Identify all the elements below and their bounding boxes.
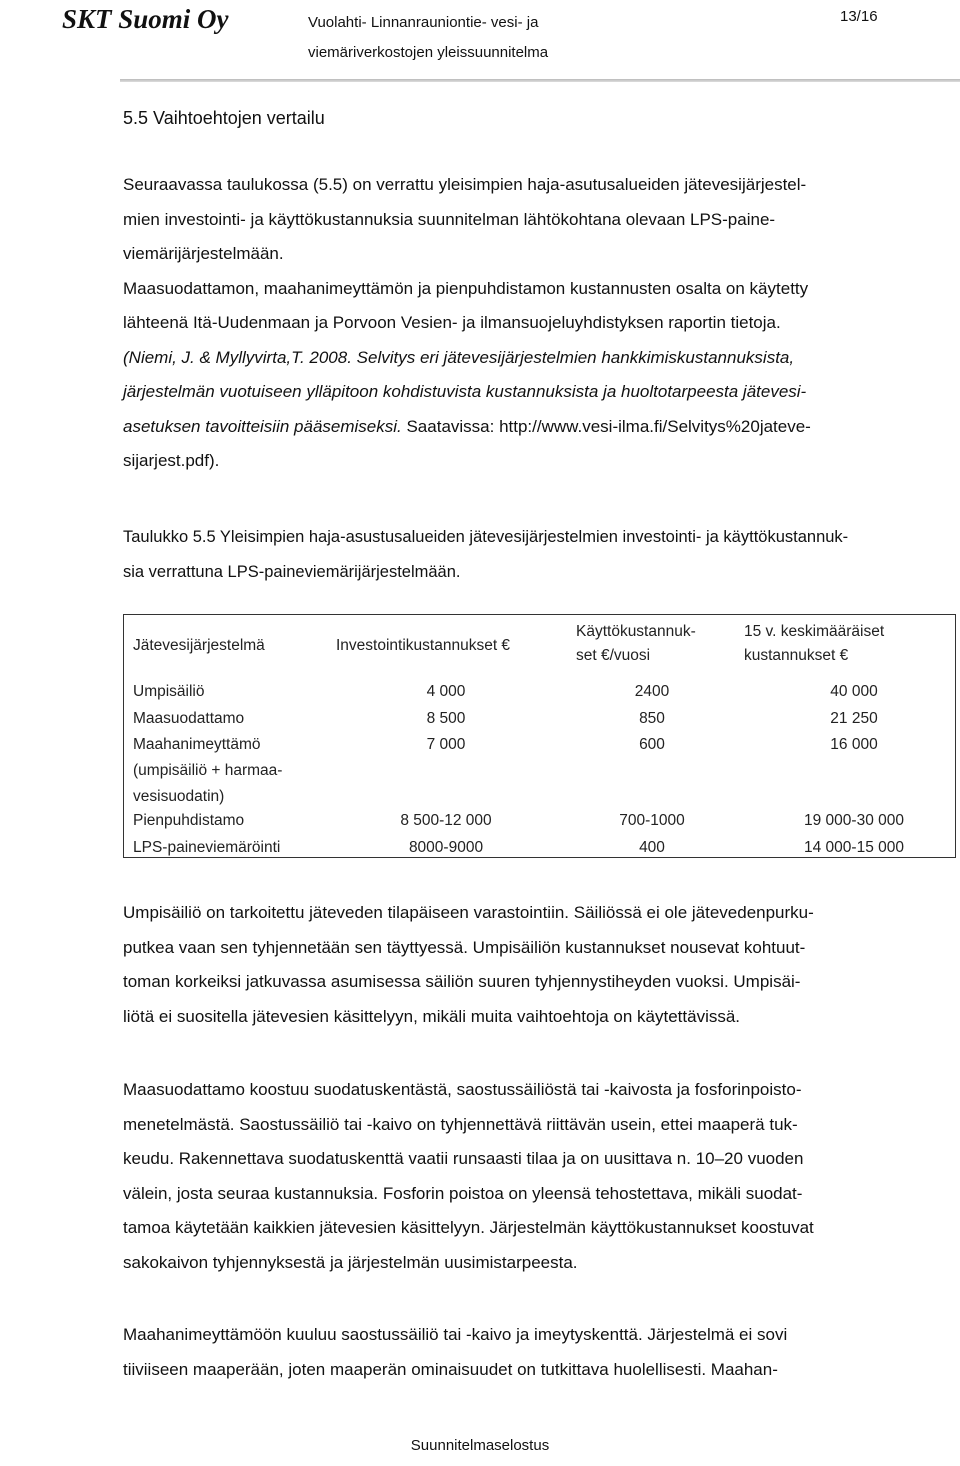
row-average: 14 000-15 000	[804, 839, 904, 856]
text-line: liötä ei suositella jätevesien käsittelyyn, mikäli muita vaihtoehtoja on käytettävissä.	[123, 1006, 741, 1026]
text-line: mien investointi- ja käyttökustannuksia suunnitelman lähtökohtana olevaan LPS-paine-	[123, 209, 776, 229]
text-line: sijarjest.pdf).	[123, 451, 220, 470]
text-line: Seuraavassa taulukossa (5.5) on verrattu yleisimpien haja-asutusalueiden jätevesijärjestel-	[123, 175, 807, 194]
company-name: SKT Suomi Oy	[62, 4, 229, 34]
maahanimeyttamo-paragraph	[123, 1318, 945, 1387]
row-operating: 700-1000	[619, 812, 685, 829]
citation-italic: (Niemi, J. & Myllyvirta,T. 2008. Selvitys eri jätevesijärjestelmien hankkimiskustannuksista,	[123, 347, 795, 367]
intro-paragraph	[123, 168, 945, 479]
text-line: putkea vaan sen tyhjennetään sen täyttyessä. Umpisäiliön kustannukset nousevat kohtuut-	[123, 937, 806, 957]
maasuodattamo-paragraph	[123, 1073, 945, 1280]
text-line: toman korkeiksi jatkuvassa asumisessa säiliön suuren tyhjennystiheyden vuoksi. Umpisäi-	[123, 972, 801, 991]
citation-url: Saatavissa: http://www.vesi-ilma.fi/Selvitys%20jateve-	[401, 416, 811, 436]
cost-comparison-table	[123, 614, 956, 858]
text-line: sakokaivon tyhjennyksestä ja järjestelmän uusimistarpeesta.	[123, 1252, 578, 1272]
row-name: LPS-paineviemäröinti	[133, 839, 281, 856]
text-line: tiiviiseen maaperään, joten maaperän ominaisuudet on tutkittava huolellisesti. Maahan-	[123, 1359, 778, 1379]
text-line: tamoa käytetään kaikkien jätevesien käsittelyyn. Järjestelmän käyttökustannukset koostuvat	[123, 1218, 814, 1237]
row-operating: 600	[639, 736, 665, 753]
header-line: Käyttökustannuk-	[576, 623, 696, 640]
row-average: 16 000	[830, 736, 878, 753]
table-caption	[123, 520, 945, 589]
citation-italic: järjestelmän vuotuiseen ylläpitoon kohdistuvista kustannuksista ja huoltotarpeesta jätevesi-	[123, 382, 807, 401]
header-line: 15 v. keskimääräiset	[744, 623, 885, 640]
text-line: lähteenä Itä-Uudenmaan ja Porvoon Vesien- ja ilmansuojeluyhdistyksen raportin tietoja.	[123, 313, 781, 332]
header-average	[744, 620, 884, 668]
page-number: 13/16	[840, 8, 878, 25]
text-line: keudu. Rakennettava suodatuskenttä vaatii runsaasti tilaa ja on uusittava n. 10–20 vuoden	[123, 1149, 804, 1168]
text-line: Umpisäiliö on tarkoitettu jäteveden tilapäiseen varastointiin. Säiliössä ei ole jätevedenpurku-	[123, 903, 814, 922]
text-line	[123, 410, 945, 445]
project-title	[308, 8, 608, 68]
caption-line: Taulukko 5.5 Yleisimpien haja-asustusalueiden jätevesijärjestelmien investointi- ja käyttökustannuk-	[123, 528, 849, 546]
text-line: Maahanimeyttämöön kuuluu saostussäiliö tai -kaivo ja imeytyskenttä. Järjestelmä ei sovi	[123, 1325, 788, 1344]
project-title-line: Vuolahti- Linnanrauniontie- vesi- ja	[308, 14, 539, 31]
text-line	[123, 375, 945, 410]
header-line: kustannukset €	[744, 647, 849, 664]
row-operating: 850	[639, 710, 665, 727]
row-operating: 400	[639, 839, 665, 856]
header-line: set €/vuosi	[576, 647, 651, 664]
row-name: vesisuodatin)	[133, 788, 225, 805]
row-investment: 4 000	[426, 683, 466, 700]
row-average: 19 000-30 000	[804, 812, 904, 829]
row-operating: 2400	[634, 683, 670, 700]
text-line: välein, josta seuraa kustannuksia. Fosforin poistoa on yleensä tehostettava, mikäli suodat-	[123, 1183, 803, 1203]
header-divider	[120, 79, 960, 82]
header-investment: Investointikustannukset €	[336, 637, 511, 654]
text-line: viemärijärjestelmään.	[123, 244, 284, 263]
text-line: Maasuodattamon, maahanimeyttämön ja pienpuhdistamon kustannusten osalta on käytetty	[123, 278, 809, 298]
text-line: menetelmästä. Saostussäiliö tai -kaivo on tyhjennettävä riittävän usein, ettei maaperä tuk-	[123, 1114, 798, 1134]
row-name: (umpisäiliö + harmaa-	[133, 762, 283, 779]
header-system: Jätevesijärjestelmä	[133, 637, 265, 654]
citation-italic: asetuksen tavoitteisiin pääsemiseksi.	[123, 416, 402, 436]
row-investment: 8 500-12 000	[400, 812, 492, 829]
caption-line: sia verrattuna LPS-paineviemärijärjestelmään.	[123, 562, 461, 581]
header-operating	[576, 620, 696, 668]
text-line	[123, 341, 945, 376]
section-title: 5.5 Vaihtoehtojen vertailu	[123, 108, 325, 128]
row-investment: 8000-9000	[408, 839, 484, 856]
row-average: 40 000	[830, 683, 878, 700]
row-investment: 7 000	[426, 736, 466, 753]
row-investment: 8 500	[426, 710, 466, 727]
umpisailio-paragraph	[123, 896, 945, 1034]
text-line: Maasuodattamo koostuu suodatuskentästä, saostussäiliöstä tai -kaivosta ja fosforinpoisto-	[123, 1080, 802, 1099]
row-name: Maahanimeyttämö	[133, 736, 261, 753]
page-footer: Suunnitelmaselostus	[410, 1437, 550, 1454]
row-average: 21 250	[830, 710, 878, 727]
project-title-line: viemäriverkostojen yleissuunnitelma	[308, 44, 549, 61]
row-name: Maasuodattamo	[133, 710, 245, 727]
row-name: Pienpuhdistamo	[133, 812, 245, 829]
row-name: Umpisäiliö	[133, 683, 205, 700]
